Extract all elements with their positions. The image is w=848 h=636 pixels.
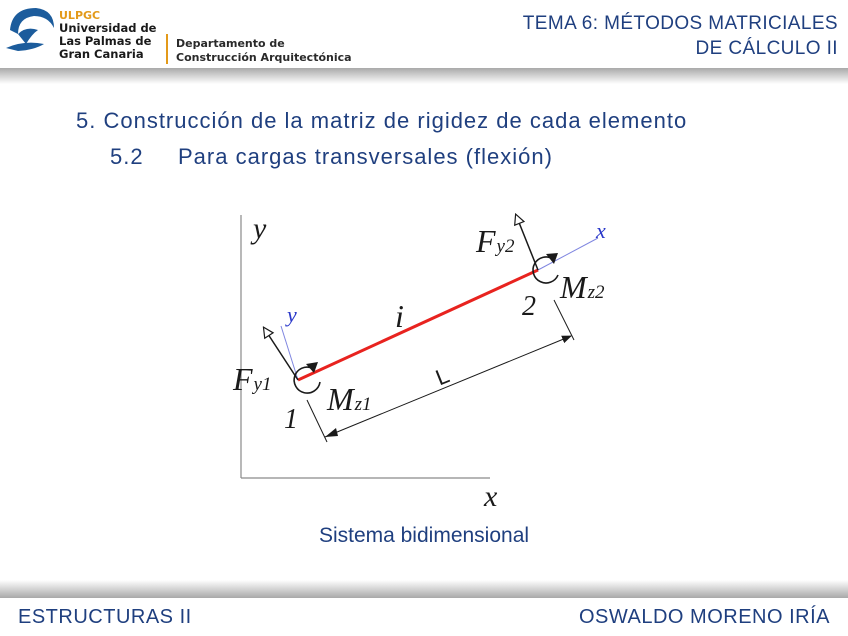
node-1-label: 1 [284,404,298,435]
university-line3: Gran Canaria [59,47,144,61]
global-y-label: y [253,212,267,245]
department-line1: Departamento de [176,37,285,50]
length-ext-line-1 [307,400,327,442]
subsection-number: 5.2 [110,144,144,169]
ulpgc-abbr: ULPGC [59,9,101,22]
department-line2: Construcción Arquitectónica [176,51,352,64]
local-x-label: x [596,218,606,243]
author-name: OSWALDO MORENO IRÍA [578,606,830,628]
local-y-axis [281,326,298,380]
element-label: i [395,298,404,334]
length-label: L [431,362,453,391]
node-2-label: 2 [522,291,536,322]
section-title: 5. Construcción de la matriz de rigidez de cada elemento [76,108,688,133]
university-line1: Universidad de [59,21,157,35]
university-line2: Las Palmas de [59,34,152,48]
global-x-label: x [484,480,498,513]
force-fy2-arrow [516,215,538,270]
moment-mz1-label: Mz1 [327,381,372,417]
force-fy1-arrow [264,328,298,380]
course-name: ESTRUCTURAS II [18,606,192,628]
length-ext-line-2 [554,300,574,340]
length-arrow-start [325,428,338,437]
local-y-label: y [287,302,297,327]
moment-mz2-label: Mz2 [560,269,605,305]
topic-title-line1: TEMA 6: MÉTODOS MATRICIALES [522,13,838,34]
subsection-title: Para cargas transversales (flexión) [178,144,553,169]
topic-title-line2: DE CÁLCULO II [695,38,838,59]
beam-element [298,270,538,380]
diagram-caption: Sistema bidimensional [318,524,530,547]
force-fy1-label: Fy1 [233,361,272,397]
footer-shadow [0,580,848,598]
force-fy2-label: Fy2 [476,223,515,259]
